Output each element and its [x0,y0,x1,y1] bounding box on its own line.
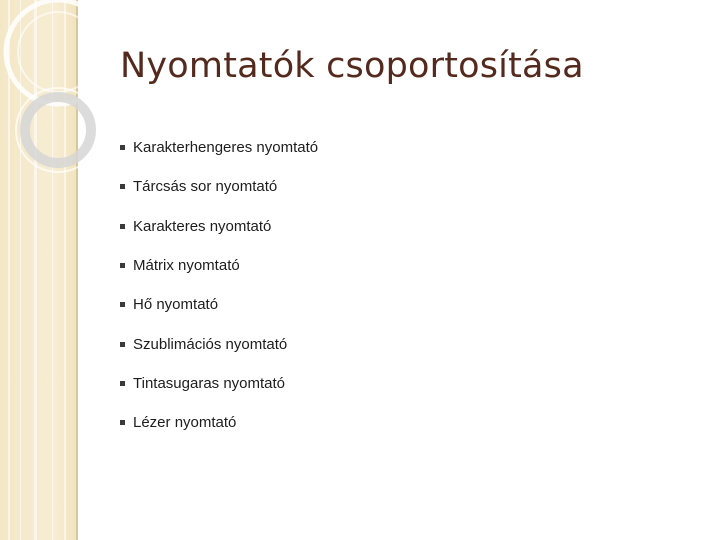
list-item [120,128,318,167]
list-item [120,324,318,363]
list-item [120,246,318,285]
list-item-text: Lézer nyomtató [133,414,237,432]
slide-title: Nyomtatók csoportosítása [120,46,584,86]
list-item-text: Mátrix nyomtató [133,257,240,275]
list-item-text: Szublimációs nyomtató [133,335,288,353]
list-item-text: Tárcsás sor nyomtató [133,178,278,196]
list-item [120,403,318,442]
list-item [120,207,318,246]
square-bullet-icon [120,381,125,386]
list-item-text: Tintasugaras nyomtató [133,374,286,392]
square-bullet-icon [120,302,125,307]
list-item [120,285,318,324]
list-item-text: Hő nyomtató [133,296,219,314]
square-bullet-icon [120,263,125,268]
bullet-list [120,128,318,442]
list-item-text: Karakterhengeres nyomtató [133,139,319,157]
square-bullet-icon [120,145,125,150]
square-bullet-icon [120,184,125,189]
list-item-text: Karakteres nyomtató [133,217,272,235]
square-bullet-icon [120,342,125,347]
square-bullet-icon [120,420,125,425]
side-decoration-panel [0,0,78,540]
side-panel-border [76,0,78,540]
square-bullet-icon [120,224,125,229]
list-item [120,167,318,206]
list-item [120,364,318,403]
